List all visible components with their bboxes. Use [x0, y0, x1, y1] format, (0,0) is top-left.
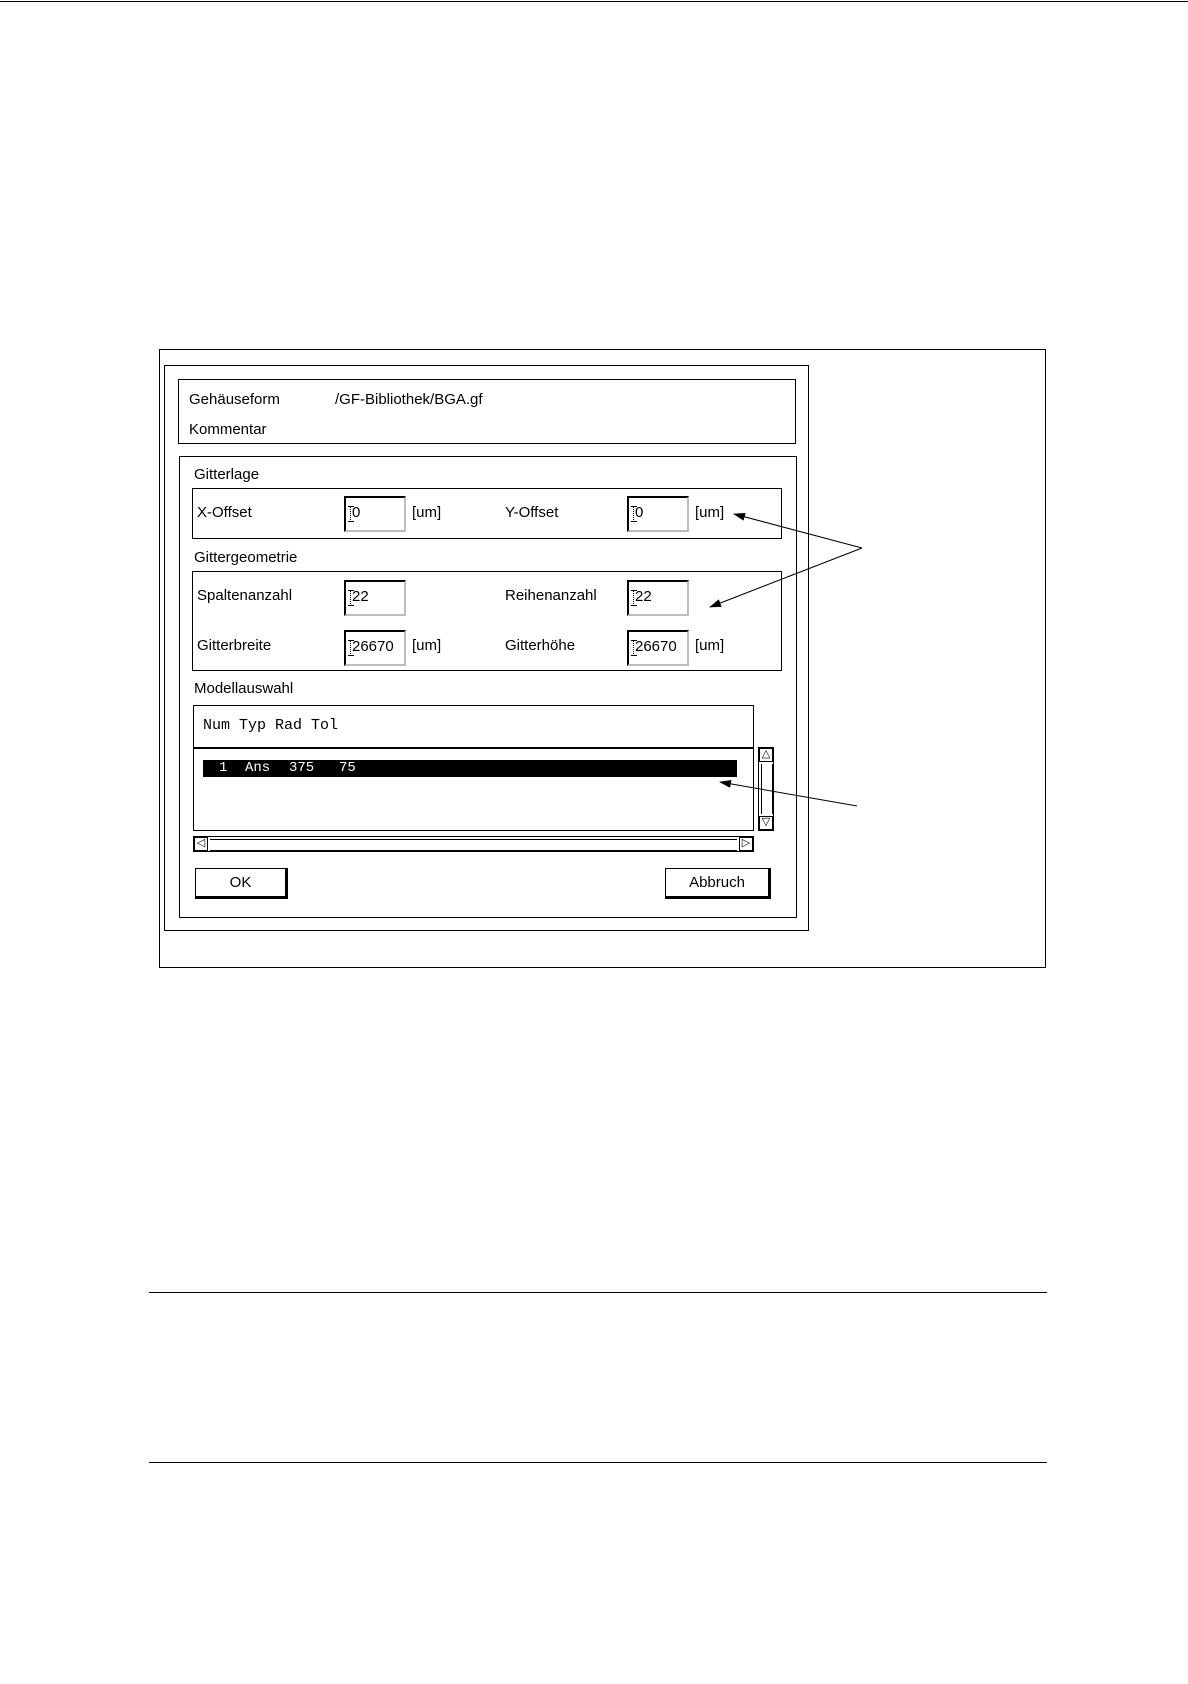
arrow-right-icon[interactable]: ▷	[739, 837, 753, 851]
model-selection-title: Modellauswahl	[194, 680, 294, 697]
vertical-scrollbar[interactable]	[758, 747, 774, 831]
row-rad: 375	[289, 760, 315, 776]
grid-height-unit: [um]	[695, 637, 725, 654]
grid-geometry-group	[192, 571, 782, 671]
scroll-thumb[interactable]	[761, 764, 773, 814]
arrow-down-icon[interactable]: ▽	[759, 816, 773, 830]
rows-label: Reihenanzahl	[505, 587, 597, 604]
text-cursor-icon	[350, 590, 352, 606]
columns-label: Spaltenanzahl	[197, 587, 293, 604]
scroll-track[interactable]	[210, 839, 737, 851]
row-typ: Ans	[245, 760, 271, 776]
top-rule	[0, 1, 1188, 2]
grid-width-field[interactable]	[344, 630, 406, 666]
grid-height-label: Gitterhöhe	[505, 637, 576, 654]
x-offset-field[interactable]	[344, 496, 406, 532]
rows-field[interactable]	[627, 580, 689, 616]
cancel-button[interactable]: Abbruch	[665, 868, 771, 899]
grid-height-value: 26670	[635, 638, 677, 655]
grid-position-group	[192, 488, 782, 539]
package-form-label: Gehäuseform	[189, 391, 280, 408]
grid-width-unit: [um]	[412, 637, 442, 654]
package-form-value: /GF-Bibliothek/BGA.gf	[335, 391, 483, 408]
separator-rule-1	[149, 1292, 1047, 1293]
grid-height-field[interactable]	[627, 630, 689, 666]
gitter-dialog	[164, 365, 809, 931]
columns-value: 22	[352, 588, 369, 605]
model-list-header-text: Num Typ Rad Tol	[203, 717, 339, 734]
separator-rule-2	[149, 1462, 1047, 1463]
row-tol: 75	[339, 760, 356, 776]
x-offset-value: 0	[352, 504, 361, 521]
x-offset-label: X-Offset	[197, 504, 252, 521]
grid-geometry-title: Gittergeometrie	[194, 549, 298, 566]
x-offset-unit: [um]	[412, 504, 442, 521]
header-panel	[178, 379, 796, 444]
y-offset-value: 0	[635, 504, 644, 521]
y-offset-unit: [um]	[695, 504, 725, 521]
y-offset-label: Y-Offset	[505, 504, 559, 521]
text-cursor-icon	[633, 590, 635, 606]
ok-button[interactable]: OK	[195, 868, 288, 899]
text-cursor-icon	[350, 506, 352, 522]
model-list-header	[193, 705, 754, 748]
horizontal-scrollbar[interactable]	[193, 836, 754, 852]
text-cursor-icon	[633, 640, 635, 656]
arrow-up-icon[interactable]: △	[759, 748, 773, 762]
comment-label: Kommentar	[189, 421, 267, 438]
model-list[interactable]	[193, 747, 754, 831]
arrow-left-icon[interactable]: ◁	[194, 837, 208, 851]
grid-width-label: Gitterbreite	[197, 637, 272, 654]
y-offset-field[interactable]	[627, 496, 689, 532]
columns-field[interactable]	[344, 580, 406, 616]
text-cursor-icon	[350, 640, 352, 656]
text-cursor-icon	[633, 506, 635, 522]
grid-position-title: Gitterlage	[194, 466, 260, 483]
row-num: 1	[219, 760, 228, 776]
main-panel	[179, 456, 797, 918]
grid-width-value: 26670	[352, 638, 394, 655]
rows-value: 22	[635, 588, 652, 605]
table-row[interactable]	[203, 760, 737, 777]
